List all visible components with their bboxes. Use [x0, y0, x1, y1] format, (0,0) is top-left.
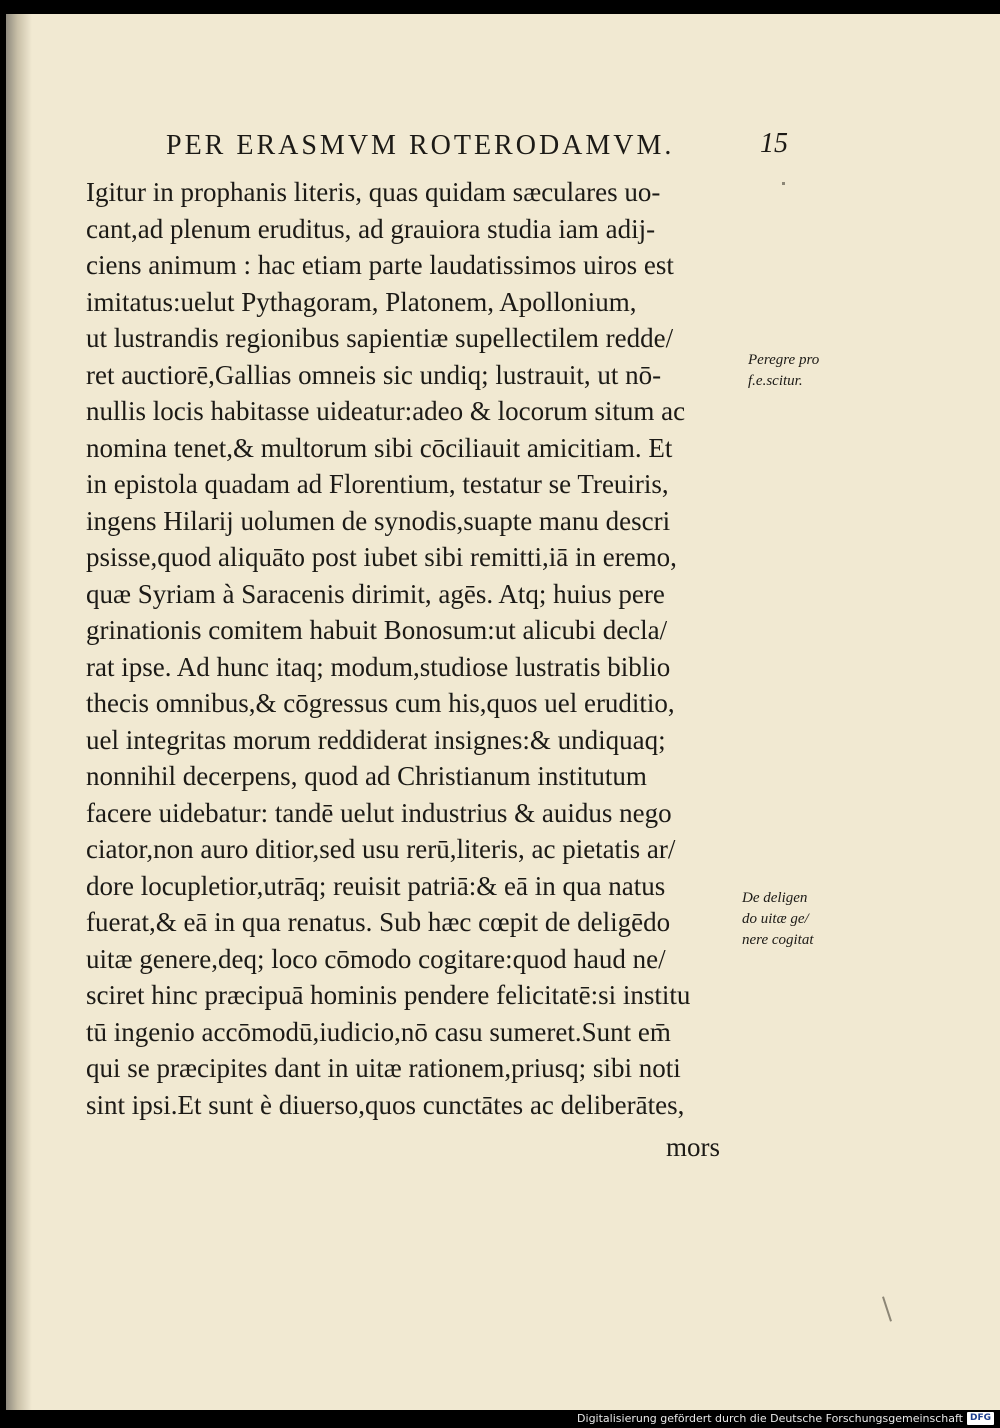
text-line: ingens Hilarij uolumen de synodis,suapte manu descri — [86, 505, 671, 536]
text-line: imitatus:uelut Pythagoram, Platonem, Apollonium, — [86, 286, 637, 317]
text-line: grinationis comitem habuit Bonosum:ut alicubi decla/ — [86, 615, 668, 645]
text-line: nomina tenet,& multorum sibi cōciliauit amicitiam. Et — [86, 432, 673, 463]
text-line: sciret hinc præcipuā hominis pendere felicitatē:si institu — [86, 980, 691, 1010]
text-line: rat ipse. Ad hunc itaq; modum,studiose lustratis biblio — [86, 651, 671, 682]
marginal-line: Peregre pro — [748, 352, 820, 368]
marginal-line: nere cogitat — [742, 932, 814, 948]
text-line: nonnihil decerpens, quod ad Christianum institutum — [86, 761, 647, 791]
text-line: ciator,non auro ditior,sed usu rerū,literis, ac pietatis ar/ — [86, 834, 676, 864]
dfg-logo-icon: DFG — [967, 1412, 994, 1425]
marginal-line: De deligen — [742, 890, 808, 906]
catchword: mors — [666, 1132, 720, 1162]
text-line: uel integritas morum reddiderat insignes:& undiquaq; — [86, 724, 666, 755]
text-line: ciens animum : hac etiam parte laudatissimos uiros est — [86, 250, 674, 280]
folio-number: 15 — [760, 128, 788, 159]
text-line: cant,ad plenum eruditus, ad grauiora studia iam adij- — [86, 213, 656, 244]
text-line: ut lustrandis regionibus sapientiæ supellectilem redde/ — [86, 323, 674, 353]
marginal-line: f.e.scitur. — [748, 373, 803, 389]
marginal-note-peregre — [748, 350, 819, 392]
text-line: qui se præcipites dant in uitæ rationem,priusq; sibi noti — [86, 1053, 681, 1083]
text-line: in epistola quadam ad Florentium, testatur se Treuiris, — [86, 469, 669, 499]
paper-blemish — [782, 182, 785, 185]
text-line: uitæ genere,deq; loco cōmodo cogitare:quod haud ne/ — [86, 943, 666, 974]
text-line: ret auctiorē,Gallias omneis sic undiq; lustrauit, ut nō- — [86, 359, 662, 390]
credit-text: Digitalisierung gefördert durch die Deutsche Forschungsgemeinschaft — [577, 1411, 963, 1425]
text-line: fuerat,& eā in qua renatus. Sub hæc cœpit de deligēdo — [86, 907, 671, 937]
paper-blemish — [882, 1296, 892, 1321]
text-line: Igitur in prophanis literis, quas quidam sæculares uo- — [86, 177, 661, 207]
text-line: thecis omnibus,& cōgressus cum his,quos uel eruditio, — [86, 688, 675, 718]
marginal-note-deligendo — [742, 888, 814, 951]
text-line: tū ingenio accōmodū,iudicio,nō casu sumeret.Sunt em̄ — [86, 1016, 671, 1047]
text-line: quæ Syriam à Saracenis dirimit, agēs. Atq; huius pere — [86, 578, 665, 609]
text-line: facere uidebatur: tandē uelut industrius & auidus nego — [86, 797, 672, 828]
book-page — [6, 14, 1000, 1410]
digitization-credit — [577, 1410, 994, 1426]
marginal-line: do uitæ ge/ — [742, 911, 809, 927]
running-title: PER ERASMVM ROTERODAMVM. — [166, 130, 675, 161]
text-line: dore locupletior,utrāq; reuisit patriā:& eā in qua natus — [86, 870, 666, 901]
text-line: sint ipsi.Et sunt è diuerso,quos cunctātes ac deliberātes, — [86, 1089, 685, 1120]
text-line: psisse,quod aliquāto post iubet sibi remitti,iā in eremo, — [86, 542, 677, 572]
text-line: nullis locis habitasse uideatur:adeo & locorum situm ac — [86, 396, 686, 426]
main-text-block — [86, 174, 756, 1123]
